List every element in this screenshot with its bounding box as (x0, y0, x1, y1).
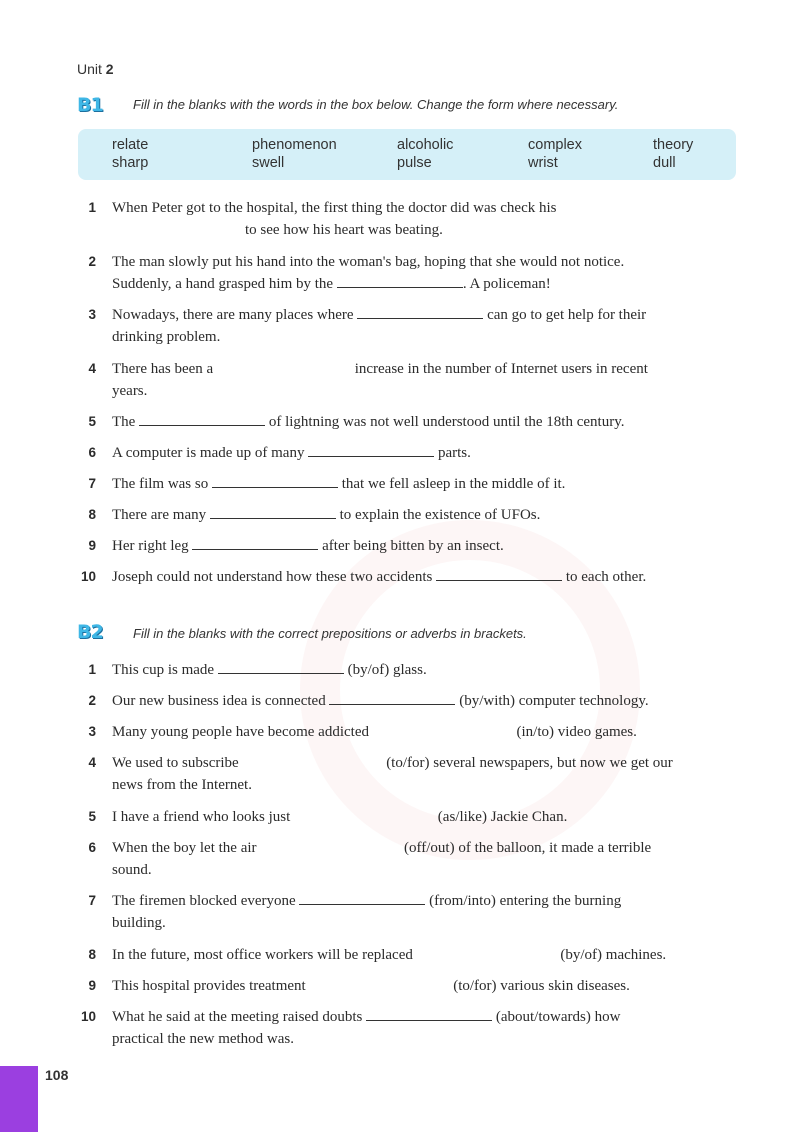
question-number: 6 (88, 445, 96, 460)
unit-number: 2 (105, 61, 114, 77)
question-text: The firemen blocked everyone (from/into) entering the burning building. (112, 890, 738, 934)
question-text: When the boy let the air (off/out) of the balloon, it made a terrible sound. (112, 840, 652, 878)
question-number: 9 (88, 978, 96, 993)
question-text: This hospital provides treatment (to/for) various skin diseases. (112, 978, 630, 994)
question-number: 10 (80, 1009, 96, 1024)
b1-question-7 (78, 473, 738, 495)
b1-question-8 (78, 504, 738, 526)
answer-blank[interactable] (139, 411, 265, 426)
question-number: 8 (88, 507, 96, 522)
question-number: 4 (88, 361, 96, 376)
word-item: swell (252, 155, 285, 171)
question-text: A computer is made up of many parts. (112, 442, 738, 464)
word-item: wrist (528, 155, 558, 171)
b2-question-7 (78, 890, 738, 934)
word-item: alcoholic (397, 137, 454, 153)
page-tab (0, 1066, 38, 1132)
answer-blank[interactable] (210, 504, 336, 519)
b1-question-3 (78, 304, 738, 348)
question-number: 2 (88, 693, 96, 708)
word-item: phenomenon (252, 137, 337, 153)
b2-question-3 (78, 721, 738, 743)
answer-blank[interactable] (329, 690, 455, 705)
b1-question-2 (78, 251, 738, 295)
word-item: relate (112, 137, 149, 153)
b1-question-6 (78, 442, 738, 464)
question-number: 4 (88, 755, 96, 770)
answer-blank[interactable] (357, 304, 483, 319)
question-text: Her right leg after being bitten by an insect. (112, 535, 738, 557)
b1-question-1 (78, 197, 738, 241)
b1-question-10 (78, 566, 738, 588)
question-number: 5 (88, 414, 96, 429)
unit-header (77, 61, 114, 77)
question-text: Our new business idea is connected (by/with) computer technology. (112, 690, 738, 712)
question-text: Nowadays, there are many places where can go to get help for their drinking problem. (112, 304, 738, 348)
b2-question-10 (78, 1006, 738, 1050)
word-item: complex (528, 137, 582, 153)
section-b2-badge: B2 (77, 621, 103, 643)
b1-question-5 (78, 411, 738, 433)
answer-blank[interactable] (308, 442, 434, 457)
b2-question-6 (78, 837, 738, 881)
question-text: What he said at the meeting raised doubts (about/towards) how practical the new method was. (112, 1006, 738, 1050)
question-text: The film was so that we fell asleep in the middle of it. (112, 473, 738, 495)
answer-blank[interactable] (299, 890, 425, 905)
question-text: When Peter got to the hospital, the first thing the doctor did was check his to see how his heart was beating. (112, 200, 557, 238)
question-number: 7 (88, 893, 96, 908)
question-number: 5 (88, 809, 96, 824)
b2-question-4 (78, 752, 738, 796)
question-text: There has been a increase in the number of Internet users in recent years. (112, 361, 648, 399)
question-text: We used to subscribe (to/for) several newspapers, but now we get our news from the Internet. (112, 755, 673, 793)
word-item: theory (653, 137, 694, 153)
question-text: Many young people have become addicted (in/to) video games. (112, 724, 637, 740)
section-b1-badge: B1 (77, 94, 103, 116)
b2-question-5 (78, 806, 738, 828)
question-number: 1 (88, 200, 96, 215)
question-text: I have a friend who looks just (as/like) Jackie Chan. (112, 809, 568, 825)
section-b2-instruction: Fill in the blanks with the correct prepositions or adverbs in brackets. (133, 626, 527, 641)
b1-question-9 (78, 535, 738, 557)
word-item: pulse (397, 155, 432, 171)
b2-question-2 (78, 690, 738, 712)
question-text: There are many to explain the existence of UFOs. (112, 504, 738, 526)
question-text: In the future, most office workers will be replaced (by/of) machines. (112, 947, 667, 963)
question-number: 9 (88, 538, 96, 553)
b2-question-1 (78, 659, 738, 681)
answer-blank[interactable] (366, 1006, 492, 1021)
question-number: 1 (88, 662, 96, 677)
b2-question-8 (78, 944, 738, 966)
question-number: 8 (88, 947, 96, 962)
unit-label: Unit (77, 61, 102, 77)
answer-blank[interactable] (436, 566, 562, 581)
word-box (78, 129, 736, 180)
question-number: 7 (88, 476, 96, 491)
b2-question-9 (78, 975, 738, 997)
question-number: 10 (80, 569, 96, 584)
question-text: The of lightning was not well understood until the 18th century. (112, 411, 738, 433)
question-number: 2 (88, 254, 96, 269)
b1-question-4 (78, 358, 738, 402)
question-text: The man slowly put his hand into the woman's bag, hoping that she would not notice. Suddenly, a hand grasped him by the . A policeman! (112, 254, 625, 292)
answer-blank[interactable] (337, 273, 463, 288)
word-item: dull (653, 155, 676, 171)
question-number: 3 (88, 724, 96, 739)
answer-blank[interactable] (192, 535, 318, 550)
page-number: 108 (45, 1067, 69, 1083)
answer-blank[interactable] (212, 473, 338, 488)
section-b1-instruction: Fill in the blanks with the words in the box below. Change the form where necessary. (133, 97, 619, 112)
word-item: sharp (112, 155, 149, 171)
question-number: 6 (88, 840, 96, 855)
answer-blank[interactable] (218, 659, 344, 674)
question-number: 3 (88, 307, 96, 322)
question-text: This cup is made (by/of) glass. (112, 659, 738, 681)
question-text: Joseph could not understand how these two accidents to each other. (112, 566, 738, 588)
